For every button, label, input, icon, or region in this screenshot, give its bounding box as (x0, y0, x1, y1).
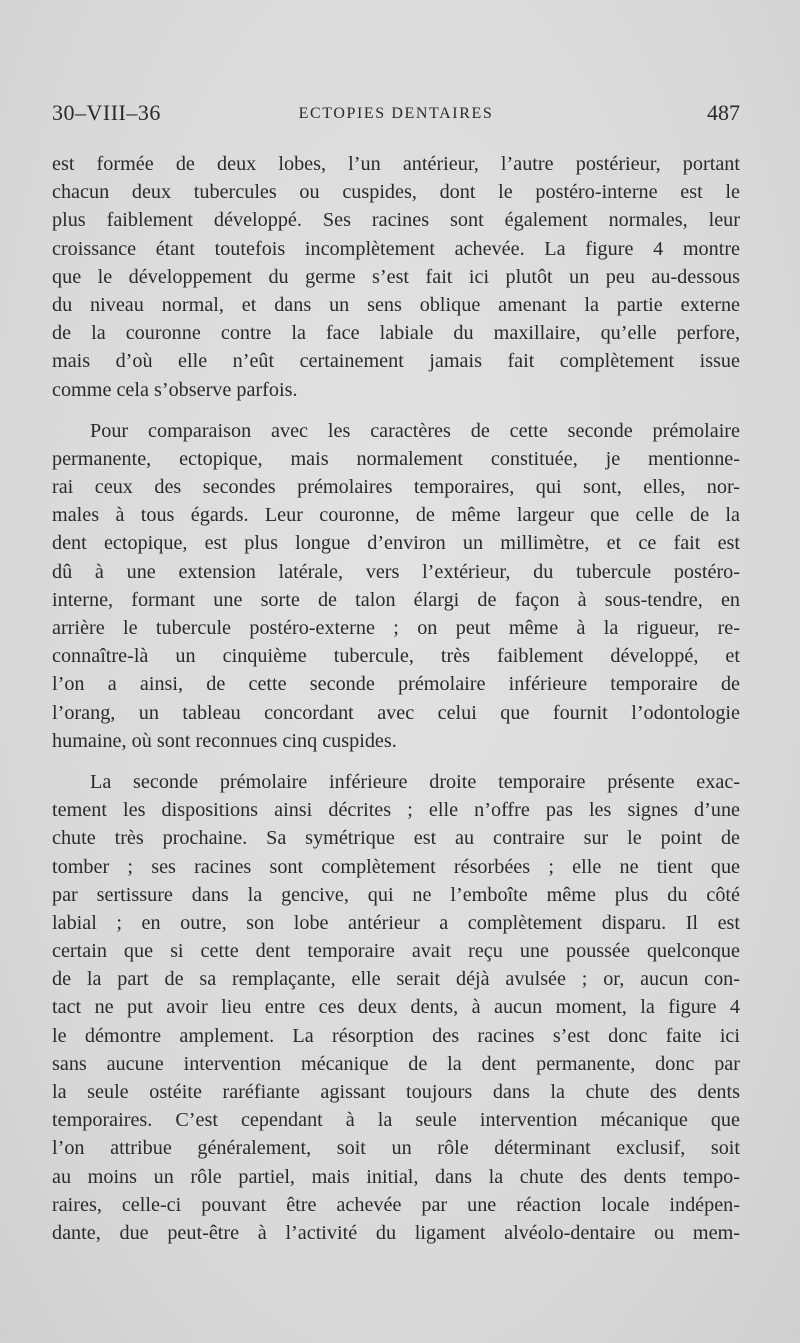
text-line: comme cela s’observe parfois. (52, 378, 298, 401)
text-line: certain que si cette dent temporaire avait reçu une poussée quelconque (52, 940, 740, 963)
text-line: l’on attribue généralement, soit un rôle déterminant exclusif, soit (52, 1137, 740, 1160)
page-number: 487 (707, 100, 740, 125)
text-line: mais d’où elle n’eût certainement jamais fait complètement issue (52, 350, 740, 373)
text-line: sans aucune intervention mécanique de la dent permanente, donc par (52, 1052, 740, 1075)
text-line: tement les dispositions ainsi décrites ; elle n’offre pas les signes d’une (52, 799, 740, 822)
paragraph-3 (52, 768, 740, 1247)
text-line: tact ne put avoir lieu entre ces deux dents, à aucun moment, la figure 4 (52, 996, 740, 1019)
text-line: de la couronne contre la face labiale du maxillaire, qu’elle perfore, (52, 322, 740, 345)
header-date: 30–VIII–36 (52, 100, 161, 125)
text-line: dante, due peut-être à l’activité du ligament alvéolo-dentaire ou mem- (52, 1221, 740, 1244)
text-line: le démontre amplement. La résorption des racines s’est donc faite ici (52, 1024, 740, 1047)
text-line: dent ectopique, est plus longue d’environ un millimètre, et ce fait est (52, 532, 740, 555)
text-line: chute très prochaine. Sa symétrique est au contraire sur le point de (52, 827, 740, 850)
text-line: l’orang, un tableau concordant avec celui que fournit l’odontologie (52, 701, 740, 724)
body-text (52, 150, 740, 1247)
text-line: croissance étant toutefois incomplètement achevée. La figure 4 montre (52, 237, 740, 260)
paragraph-gap (52, 404, 740, 417)
text-line: connaître-là un cinquième tubercule, très faiblement développé, et (52, 645, 740, 668)
text-line: chacun deux tubercules ou cuspides, dont le postéro-interne est le (52, 181, 740, 204)
running-head (52, 100, 740, 130)
text-line: au moins un rôle partiel, mais initial, dans la chute des dents tempo- (52, 1165, 740, 1188)
text-line: l’on a ainsi, de cette seconde prémolaire inférieure temporaire de (52, 673, 740, 696)
text-line: La seconde prémolaire inférieure droite temporaire présente exac- (90, 770, 740, 793)
text-line: du niveau normal, et dans un sens oblique amenant la partie externe (52, 293, 740, 316)
paragraph-gap (52, 755, 740, 768)
text-line: de la part de sa remplaçante, elle serait déjà avulsée ; or, aucun con- (52, 968, 740, 991)
paragraph-1 (52, 150, 740, 404)
text-line: raires, celle-ci pouvant être achevée par une réaction locale indépen- (52, 1193, 740, 1216)
text-line: tomber ; ses racines sont complètement résorbées ; elle ne tient que (52, 855, 740, 878)
text-line: est formée de deux lobes, l’un antérieur, l’autre postérieur, portant (52, 153, 740, 175)
text-line: males à tous égards. Leur couronne, de même largeur que celle de la (52, 504, 740, 527)
text-line: que le développement du germe s’est fait ici plutôt un peu au-dessous (52, 265, 740, 288)
text-line: plus faiblement développé. Ses racines sont également normales, leur (52, 209, 740, 232)
text-line: labial ; en outre, son lobe antérieur a complètement disparu. Il est (52, 911, 740, 934)
text-line: temporaires. C’est cependant à la seule intervention mécanique que (52, 1109, 740, 1132)
text-line: permanente, ectopique, mais normalement constituée, je mentionne- (52, 447, 740, 470)
text-line: Pour comparaison avec les caractères de cette seconde prémolaire (90, 419, 740, 442)
text-line: dû à une extension latérale, vers l’extérieur, du tubercule postéro- (52, 560, 740, 583)
text-line: rai ceux des secondes prémolaires temporaires, qui sont, elles, nor- (52, 476, 740, 499)
text-line: interne, formant une sorte de talon élargi de façon à sous-tendre, en (52, 588, 740, 611)
paragraph-2 (52, 417, 740, 755)
text-line: par sertissure dans la gencive, qui ne l’emboîte même plus du côté (52, 883, 740, 906)
text-line: humaine, où sont reconnues cinq cuspides. (52, 729, 397, 752)
text-line: la seule ostéite raréfiante agissant toujours dans la chute des dents (52, 1081, 740, 1103)
text-line: arrière le tubercule postéro-externe ; on peut même à la rigueur, re- (52, 617, 740, 639)
header-title: ECTOPIES DENTAIRES (298, 105, 494, 122)
